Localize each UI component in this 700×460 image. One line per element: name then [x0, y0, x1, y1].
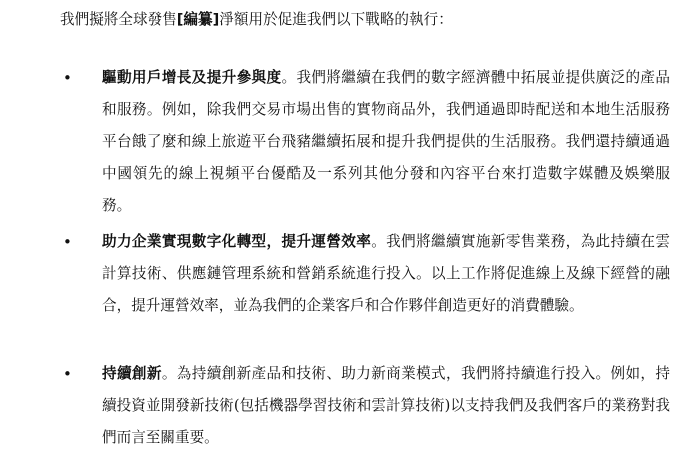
bullet-body: 。我們將繼續在我們的數字經濟體中拓展並提供廣泛的產品和服務。例如，除我們交易市場出售的實物商品外，我們通過即時配送和本地生活服務平台餓了麼和線上旅遊平台飛豬繼續拓展和提升我們提供的生活服務。我們還持續通過中國領先的線上視頻平台優酷及一系列其他分發和內容平台來打造數字媒體及娛樂服務。 [102, 69, 670, 214]
bullet-paragraph [102, 62, 670, 222]
bullet-heading: 驅動用戶增長及提升參與度 [102, 69, 282, 86]
intro-text-before: 我們擬將全球發售 [60, 11, 177, 28]
redacted-term: [編纂] [176, 11, 220, 28]
bullet-paragraph [102, 358, 670, 454]
bullet-marker: • [63, 365, 72, 383]
bullet-heading: 持續創新 [102, 365, 162, 382]
bullet-heading: 助力企業實現數字化轉型，提升運營效率 [102, 233, 372, 250]
bullet-marker: • [63, 233, 72, 251]
intro-paragraph [60, 8, 660, 32]
intro-text-after: 淨額用於促進我們以下戰略的執行： [219, 11, 453, 28]
bullet-body: 。為持續創新產品和技術、助力新商業模式，我們將持續進行投入。例如，持續投資並開發新技術(包括機器學習技術和雲計算技術)以支持我們及我們客戶的業務對我們而言至關重要。 [102, 365, 670, 446]
bullet-body: 。我們將繼續實施新零售業務，為此持續在雲計算技術、供應鏈管理系統和營銷系統進行投入。以上工作將促進線上及線下經營的融合，提升運營效率，並為我們的企業客戶和合作夥伴創造更好的消費體驗。 [102, 233, 670, 314]
bullet-marker: • [63, 69, 72, 87]
bullet-paragraph [102, 226, 670, 322]
